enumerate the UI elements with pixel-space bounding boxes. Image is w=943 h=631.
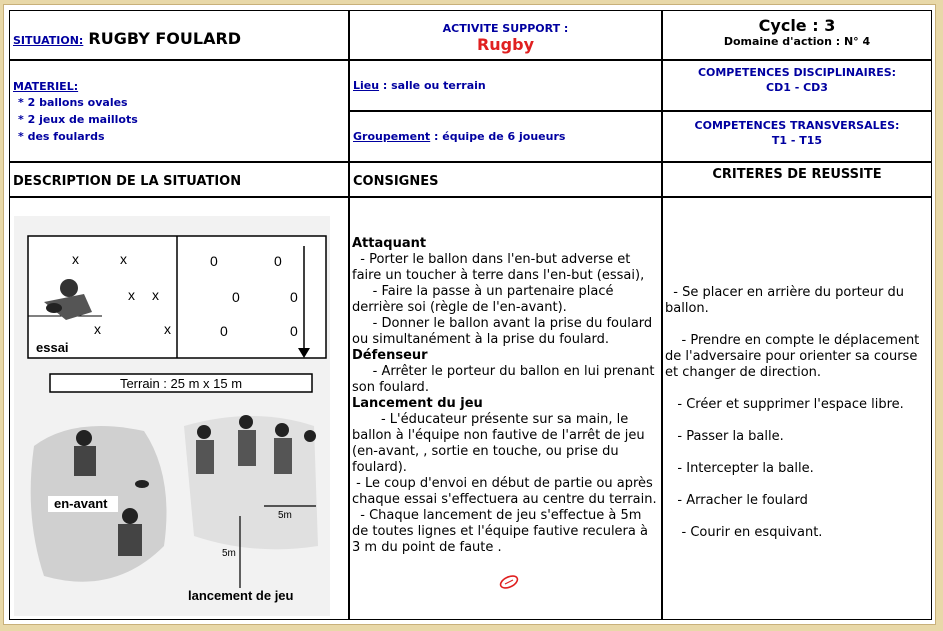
competences-transversales-cell (662, 111, 932, 162)
criteres-content-cell (662, 197, 932, 620)
defender-mark: 0 (290, 323, 298, 339)
lancement-title: Lancement du jeu (352, 396, 483, 411)
activite-value: Rugby (476, 35, 535, 54)
defender-mark: 0 (232, 289, 240, 305)
ct-label: COMPETENCES TRANSVERSALES: (694, 119, 900, 132)
groupement-label: Groupement (353, 130, 431, 143)
defender-mark: 0 (290, 289, 298, 305)
five-m-label: 5m (278, 510, 292, 521)
player-icon (122, 508, 138, 524)
player-icon (76, 430, 92, 446)
consignes-header-cell (349, 162, 662, 197)
defender-mark: 0 (274, 253, 282, 269)
critere-item: - Arracher le foulard (665, 493, 808, 508)
critere-item: - Intercepter la balle. (665, 461, 814, 476)
attacker-mark: x (164, 321, 171, 337)
competences-disciplinaires-cell (662, 60, 932, 111)
lancement-label: lancement de jeu (188, 588, 294, 603)
lieu-value: : salle ou terrain (379, 79, 486, 92)
consigne-line: - Porter le ballon dans l'en-but adverse et faire un toucher à terre dans l'en-but (essai), (352, 252, 645, 283)
player-icon (275, 423, 289, 437)
consigne-line: - L'éducateur présente sur sa main, le ballon à l'équipe non fautive de l'arrêt de jeu (en-avant, , sortie en touche, ou prise du foulard). (352, 412, 649, 475)
lieu-label: Lieu (353, 79, 380, 92)
player-icon (239, 415, 253, 429)
consigne-line: - Chaque lancement de jeu s'effectue à 5m de toutes lignes et l'équipe fautive reculera à 3 m du point de faute . (352, 508, 653, 555)
essai-label: essai (36, 340, 69, 355)
critere-item: - Se placer en arrière du porteur du ballon. (665, 285, 909, 316)
player-icon (304, 430, 316, 442)
defenseur-title: Défenseur (352, 348, 428, 363)
critere-item: - Courir en esquivant. (665, 525, 823, 540)
critere-item: - Passer la balle. (665, 429, 784, 444)
attacker-mark: x (72, 251, 79, 267)
ct-value: T1 - T15 (771, 134, 823, 147)
description-header-cell (9, 162, 349, 197)
materiel-item: * des foulards (18, 130, 105, 143)
activite-cell (349, 10, 662, 60)
domaine-text: Domaine d'action : N° 4 (723, 35, 871, 48)
cd-label: COMPETENCES DISCIPLINAIRES: (697, 66, 897, 79)
description-header: DESCRIPTION DE LA SITUATION (13, 174, 242, 189)
groupement-value: : équipe de 6 joueurs (430, 130, 566, 143)
consigne-line: - Donner le ballon avant la prise du foulard ou simultanément à la prise du foulard. (352, 316, 657, 347)
document-frame (3, 4, 936, 625)
player-icon (197, 425, 211, 439)
criteres-header-cell (662, 162, 932, 197)
rugby-field-illustration (14, 216, 330, 616)
rugby-ball-icon (498, 574, 520, 590)
situation-cell (9, 10, 349, 60)
materiel-label: MATERIEL: (13, 80, 79, 93)
five-m-label: 5m (222, 548, 236, 559)
terrain-label: Terrain : 25 m x 15 m (119, 376, 243, 391)
critere-item: - Créer et supprimer l'espace libre. (665, 397, 904, 412)
consignes-text (350, 236, 661, 556)
attacker-mark: x (128, 287, 135, 303)
en-avant-label: en-avant (54, 496, 108, 511)
critere-item: - Prendre en compte le déplacement de l'adversaire pour orienter sa course et changer de direction. (665, 333, 924, 380)
groupement-cell (349, 111, 662, 162)
consignes-header: CONSIGNES (353, 174, 439, 189)
essai-player-icon (60, 279, 78, 297)
cycle-text: Cycle : 3 (758, 16, 836, 35)
consigne-line: - Arrêter le porteur du ballon en lui prenant son foulard. (352, 364, 659, 395)
consigne-line: - Faire la passe à un partenaire placé derrière soi (règle de l'en-avant). (352, 284, 618, 315)
cycle-cell (662, 10, 932, 60)
ball-icon (135, 480, 149, 488)
materiel-cell (9, 60, 349, 162)
criteres-list (663, 285, 931, 541)
defender-mark: 0 (210, 253, 218, 269)
cd-value: CD1 - CD3 (766, 81, 828, 94)
criteres-header: CRITERES DE REUSSITE (712, 167, 882, 182)
consigne-line: - Le coup d'envoi en début de partie ou après chaque essai s'effectuera au centre du terrain. (352, 476, 657, 507)
description-content-cell (9, 197, 349, 620)
attacker-mark: x (94, 321, 101, 337)
attaquant-title: Attaquant (352, 236, 427, 251)
attacker-mark: x (120, 251, 127, 267)
defender-mark: 0 (220, 323, 228, 339)
situation-title: RUGBY FOULARD (88, 29, 242, 48)
lieu-cell (349, 60, 662, 111)
activite-label: ACTIVITE SUPPORT : (442, 22, 569, 35)
attacker-mark: x (152, 287, 159, 303)
materiel-item: * 2 ballons ovales (18, 96, 128, 109)
materiel-item: * 2 jeux de maillots (18, 113, 138, 126)
consignes-content-cell (349, 197, 662, 620)
situation-label: SITUATION: (13, 34, 84, 47)
